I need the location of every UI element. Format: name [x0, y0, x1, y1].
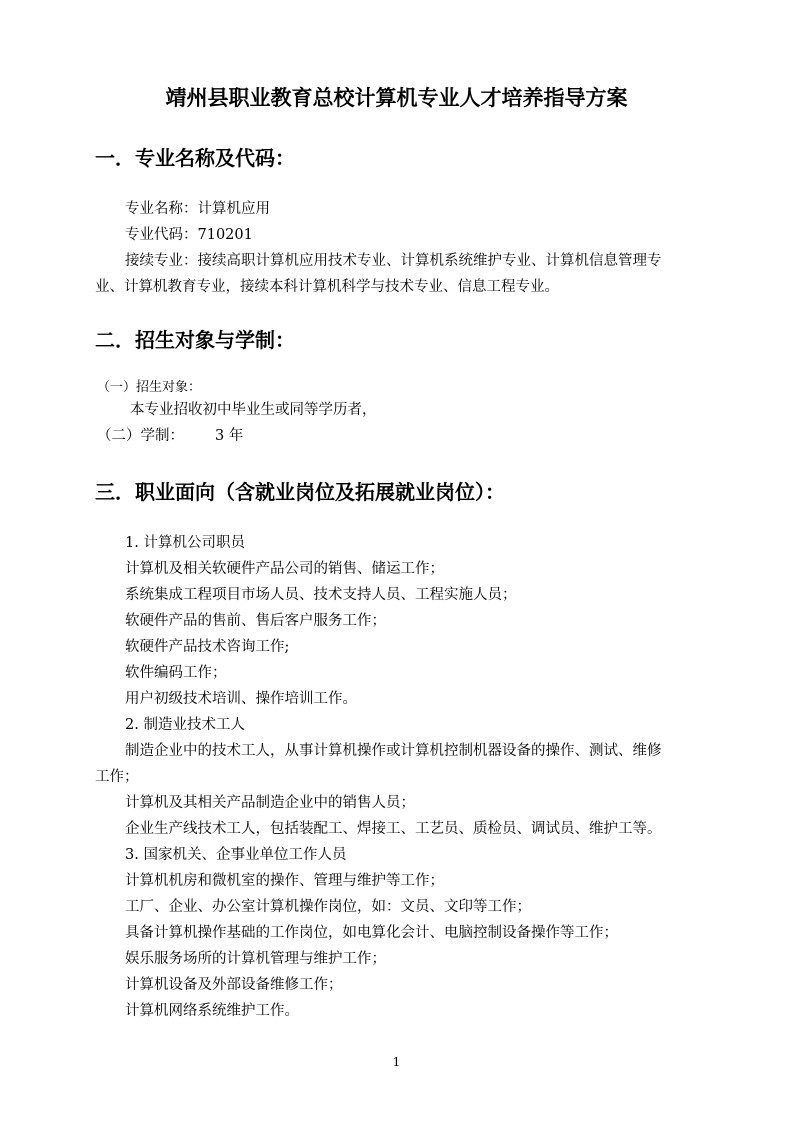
list-item: 计算机设备及外部设备维修工作；	[125, 977, 343, 993]
list-item: 软硬件产品的售前、售后客户服务工作；	[125, 613, 386, 629]
list-item: 软硬件产品技术咨询工作;	[125, 639, 290, 655]
list-item: 2. 制造业技术工人	[125, 717, 245, 733]
list-item: 系统集成工程项目市场人员、技术支持人员、工程实施人员；	[125, 587, 517, 603]
list-item: 企业生产线技术工人，包括装配工、焊接工、工艺员、质检员、调试员、维护工等。	[125, 821, 662, 837]
list-item: 工厂、企业、办公室计算机操作岗位，如：文员、文印等工作；	[125, 899, 531, 915]
continuation-major-line-2: 业、计算机教育专业，接续本科计算机科学与技术专业、信息工程专业。	[95, 279, 559, 295]
major-name-line: 专业名称：计算机应用	[125, 201, 270, 217]
list-item: 工作；	[95, 769, 139, 785]
list-item: 计算机及其相关产品制造企业中的销售人员；	[125, 795, 415, 811]
document-title: 靖州县职业教育总校计算机专业人才培养指导方案	[165, 86, 628, 110]
major-code-line: 专业代码：710201	[125, 227, 253, 243]
list-item: 娱乐服务场所的计算机管理与维护工作；	[125, 951, 386, 967]
list-item: 用户初级技术培训、操作培训工作。	[125, 691, 357, 707]
continuation-major-line-1: 接续专业：接续高职计算机应用技术专业、计算机系统维护专业、计算机信息管理专	[125, 253, 662, 269]
list-item: 1. 计算机公司职员	[125, 535, 245, 551]
list-item: 制造企业中的技术工人，从事计算机操作或计算机控制机器设备的操作、测试、维修	[125, 743, 662, 759]
section2-heading: 二．招生对象与学制：	[95, 328, 295, 352]
list-item: 计算机网络系统维护工作。	[125, 1003, 299, 1019]
list-item: 具备计算机操作基础的工作岗位，如电算化会计、电脑控制设备操作等工作；	[125, 925, 618, 941]
list-item: 3. 国家机关、企事业单位工作人员	[125, 847, 347, 863]
section3-heading: 三．职业面向（含就业岗位及拓展就业岗位）：	[95, 480, 505, 504]
enrollment-target-text: 本专业招收初中毕业生或同等学历者，	[130, 402, 377, 418]
section1-heading: 一．专业名称及代码：	[95, 146, 295, 170]
study-duration-value: 3 年	[215, 428, 244, 444]
list-item: 软件编码工作；	[125, 665, 227, 681]
list-item: 计算机及相关软硬件产品公司的销售、储运工作；	[125, 561, 444, 577]
list-item: 计算机机房和微机室的操作、管理与维护等工作；	[125, 873, 444, 889]
page-number: 1	[392, 1055, 401, 1069]
study-duration-label: （二）学制：	[97, 428, 184, 444]
enrollment-target-label: （一）招生对象：	[97, 380, 202, 395]
